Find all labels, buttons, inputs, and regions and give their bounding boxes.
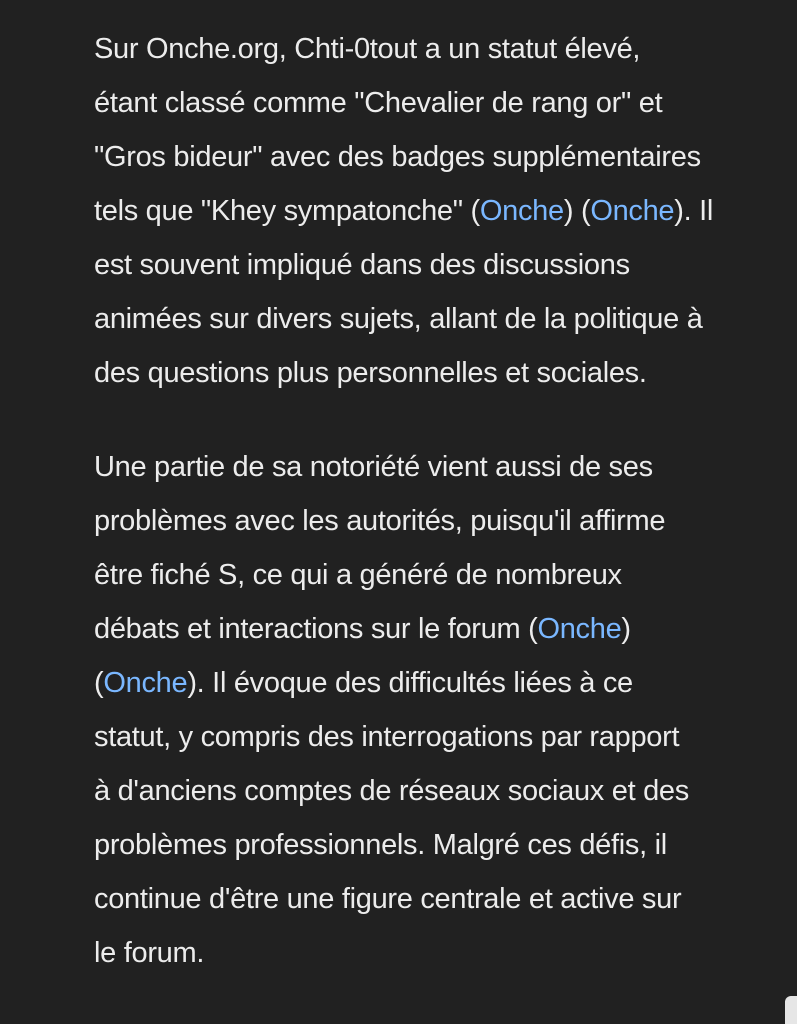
text-line-with-citation — [94, 602, 774, 656]
text-line: problèmes avec les autorités, puisqu'il affirme — [94, 505, 666, 537]
text-line: à d'anciens comptes de réseaux sociaux et des — [94, 775, 689, 807]
text-line: Une partie de sa notoriété vient aussi de ses — [94, 451, 653, 483]
paragraph-notoriety — [94, 440, 774, 980]
text-line: étant classé comme "Chevalier de rang or" et — [94, 87, 663, 119]
text-segment: ) ( — [563, 195, 591, 227]
text-line: des questions plus personnelles et sociales. — [94, 357, 647, 389]
text-line-with-citations — [94, 184, 774, 238]
text-line: problèmes professionnels. Malgré ces défis, il — [94, 829, 667, 861]
text-line: animées sur divers sujets, allant de la politique à — [94, 303, 703, 335]
text-line: est souvent impliqué dans des discussions — [94, 249, 630, 281]
text-segment: ) — [621, 613, 631, 645]
text-line: continue d'être une figure centrale et active sur — [94, 883, 682, 915]
citation-link-onche[interactable]: Onche — [479, 195, 564, 227]
citation-link-onche[interactable]: Onche — [537, 613, 622, 645]
text-segment: ). Il évoque des difficultés liées à ce — [187, 667, 633, 699]
text-segment: tels que "Khey sympatonche" ( — [94, 195, 480, 227]
text-segment: ( — [94, 667, 104, 699]
paragraph-status — [94, 22, 774, 400]
text-line-with-citation — [94, 656, 774, 710]
text-line: statut, y compris des interrogations par rapport — [94, 721, 680, 753]
scrollbar-thumb[interactable] — [785, 996, 797, 1024]
assistant-message — [94, 22, 774, 980]
text-segment: débats et interactions sur le forum ( — [94, 613, 538, 645]
text-line: Sur Onche.org, Chti-0tout a un statut élevé, — [94, 33, 641, 65]
citation-link-onche[interactable]: Onche — [590, 195, 675, 227]
text-line: "Gros bideur" avec des badges supplémentaires — [94, 141, 701, 173]
citation-link-onche[interactable]: Onche — [103, 667, 188, 699]
text-line: être fiché S, ce qui a généré de nombreux — [94, 559, 622, 591]
text-segment: ). Il — [674, 195, 714, 227]
text-line: le forum. — [94, 937, 205, 969]
